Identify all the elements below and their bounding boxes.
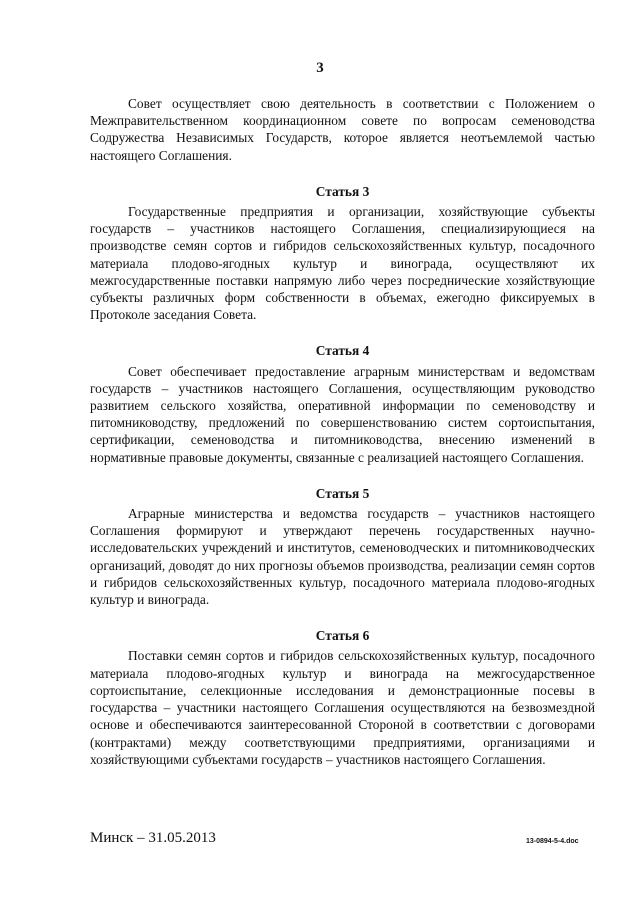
document-body (90, 95, 595, 768)
article-5-text: Аграрные министерства и ведомства государств – участников настоящего Соглашения формируют и утверждают перечень государственных научно-исследовательских учреждений и институтов, семеноводческих и питомниководческих организаций, доводят до них прогнозы объемов производства, реализации семян сортов и гибридов сельскохозяйственных культур, посадочного материала плодово-ягодных культур и винограда. (90, 506, 595, 608)
article-5-title: Статья 5 (315, 485, 370, 501)
footer-place-date: Минск – 31.05.2013 (90, 830, 216, 846)
footer-doc-code: 13-0894-5-4.doc (526, 838, 579, 845)
article-6-text: Поставки семян сортов и гибридов сельскохозяйственных культур, посадочного материала плодово-ягодных культур и винограда на межгосударственное сортоиспытание, селекционные исследования и демонстрационные посевы в государства – участники настоящего Соглашения осуществляются на безвозмездной основе и обеспечиваются заинтересованной Стороной в соответствии с договорами (контрактами) между соответствующими предприятиями, организациями и хозяйствующими субъектами государств – участников настоящего Соглашения. (90, 648, 595, 767)
article-6-title: Статья 6 (315, 628, 370, 644)
article-4-text: Совет обеспечивает предоставление аграрным министерствам и ведомствам государств – участников настоящего Соглашения, осуществляющим руководство развитием сельского хозяйства, оперативной информации по семеноводству и питомниководству, предложений по совершенствованию систем сортоиспытания, сертификации, семеноводства и питомниководства, внесению изменений в нормативные правовые документы, связанные с реализацией настоящего Соглашения. (90, 363, 595, 465)
article-3-text: Государственные предприятия и организации, хозяйствующие субъекты государств – участников настоящего Соглашения, специализирующиеся на производстве семян сортов и гибридов сельскохозяйственных культур, посадочного материала плодово-ягодных культур и винограда, осуществляют их межгосударственные поставки напрямую либо через посреднические хозяйствующие субъекты различных форм собственности в объемах, ежегодно фиксируемых в Протоколе заседания Совета. (90, 204, 595, 323)
article-4-title: Статья 4 (315, 343, 370, 359)
intro-paragraph: Совет осуществляет свою деятельность в соответствии с Положением о Межправительственном координационном совете по вопросам семеноводства Содружества Независимых Государств, которое является неотъемлемой частью настоящего Соглашения. (90, 96, 595, 163)
article-3-title: Статья 3 (315, 183, 370, 199)
page-number: 3 (316, 60, 324, 76)
